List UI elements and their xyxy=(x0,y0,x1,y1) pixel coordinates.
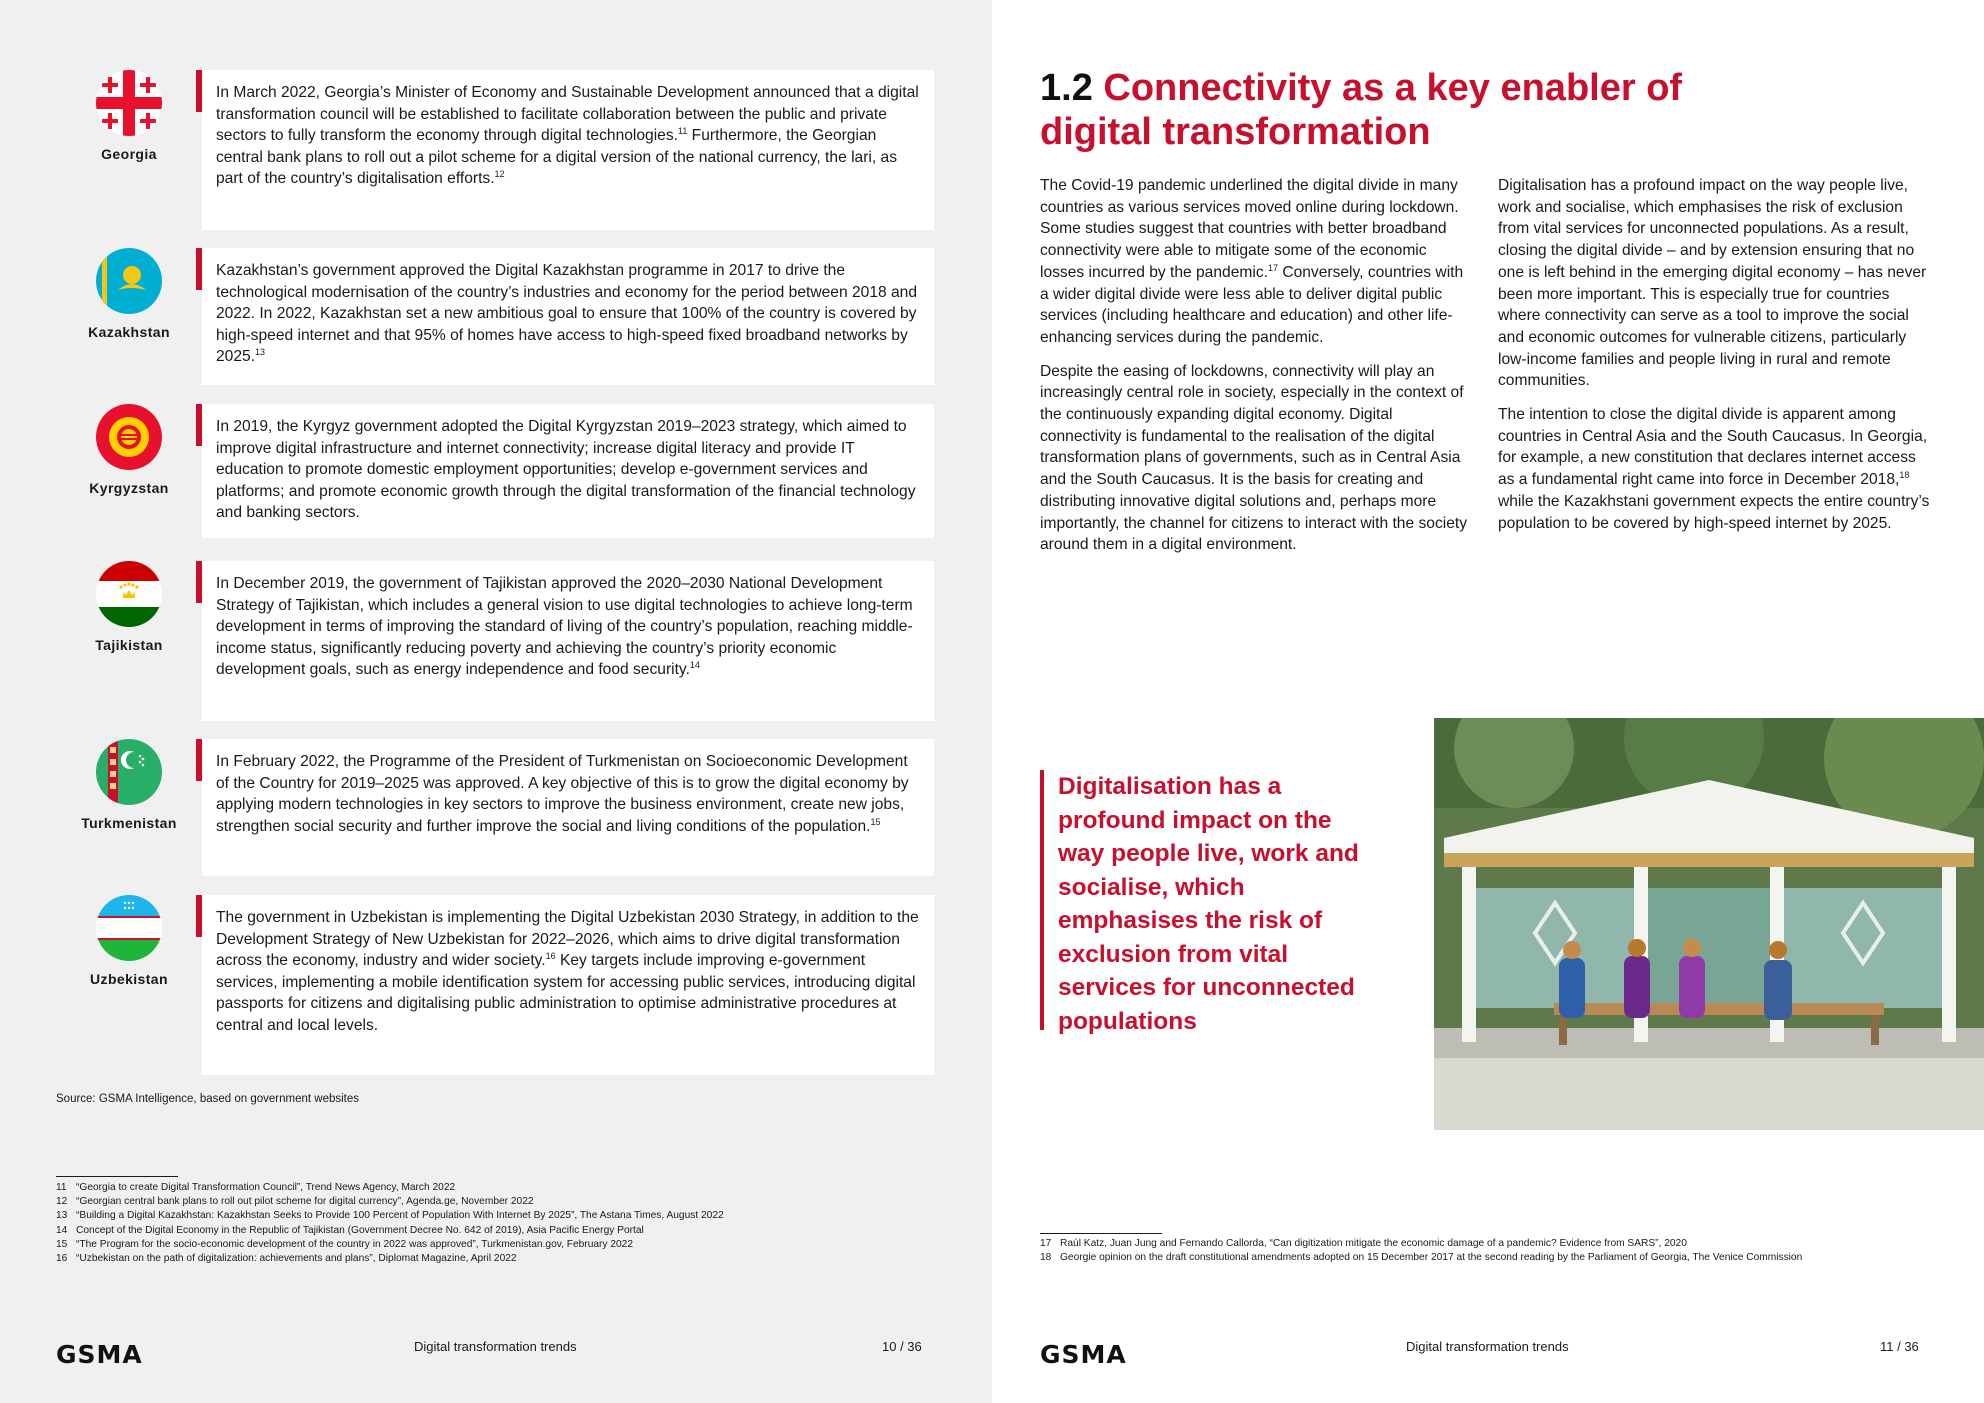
footnotes-right xyxy=(1040,1237,1802,1265)
country-card xyxy=(202,70,934,230)
country-name: Turkmenistan xyxy=(81,815,177,831)
footnote-ref[interactable]: 11 xyxy=(678,126,688,136)
accent-bar xyxy=(196,895,202,937)
footnote: 12 “Georgian central bank plans to roll out pilot scheme for digital currency”, Agenda.ge, November 2022 xyxy=(56,1196,534,1208)
source-note: Source: GSMA Intelligence, based on government websites xyxy=(56,1093,360,1105)
footnote-ref[interactable]: 16 xyxy=(545,951,556,961)
gsma-logo[interactable]: GSMA xyxy=(56,1340,143,1369)
country-name: Uzbekistan xyxy=(90,971,168,987)
country-name: Kyrgyzstan xyxy=(89,480,169,496)
country-description: In 2019, the Kyrgyz government adopted the Digital Kyrgyzstan 2019–2023 strategy, which aimed to improve digital infrastructure and internet connectivity; increase digital literacy and provide IT education to promote domestic employment opportunities; develop e-government services and platforms; and promote economic growth through the digital transformation of the financial technology and banking sectors. xyxy=(216,418,916,522)
pull-quote xyxy=(1040,770,1380,1038)
footnote: 18 Georgie opinion on the draft constitutional amendments adopted on 15 December 2017 at the second reading by the Parliament of Georgia, The Venice Commission xyxy=(1040,1252,1803,1264)
country-name: Tajikistan xyxy=(95,637,163,653)
country-card xyxy=(202,895,934,1075)
footer-title: Digital transformation trends xyxy=(414,1339,577,1354)
footnote-ref[interactable]: 15 xyxy=(870,816,881,827)
section-title xyxy=(1040,66,1800,154)
footnote: 17 Raúl Katz, Juan Jung and Fernando Callorda, “Can digitization mitigate the economic damage of a pandemic? Evidence from SARS”, 2020 xyxy=(1040,1238,1687,1249)
country-label-column xyxy=(56,248,202,340)
pull-quote-text: Digitalisation has a profound impact on the way people live, work and socialise, which emphasises the risk of exclusion from vital services for unconnected populations xyxy=(1058,773,1359,1035)
page-number: 10 / 36 xyxy=(882,1339,922,1354)
paragraph: The Covid-19 pandemic underlined the digital divide in many countries as various services moved online during lockdown. Some studies suggest that countries with better broadband connectivity were able to mitigate some of the economic losses incurred by the pandemic.$^{17}$ Conversely, countries with a wider digital divide were less able to deliver digital public services (including healthcare and education) and other life-enhancing services during the pandemic. xyxy=(1040,177,1464,346)
accent-bar xyxy=(196,561,202,603)
country-card xyxy=(202,739,934,876)
tajikistan-flag-icon xyxy=(96,561,162,627)
page-number: 11 / 36 xyxy=(1880,1339,1919,1354)
body-column-left xyxy=(1040,175,1472,568)
country-card xyxy=(202,248,934,385)
paragraph: Despite the easing of lockdowns, connectivity will play an increasingly central role in society, especially in the context of the continuously expanding digital economy. Digital connectivity is fundamental to the realisation of the digital transformation plans of governments, such as in Central Asia and the South Caucasus. It is the basis for creating and distributing innovative digital solutions and, perhaps more importantly, the channel for citizens to interact with the society around them in a digital environment. xyxy=(1040,362,1468,554)
country-description: Kazakhstan’s government approved the Digital Kazakhstan programme in 2017 to drive the technological modernisation of the country’s industries and economy for the period between 2018 and 2022. In 2022, Kazakhstan set a new ambitious goal to ensure that 100% of the country is covered by high-speed internet and that 95% of homes have access to high-speed fixed broadband networks by 2025.13 xyxy=(216,262,918,366)
turkmenistan-flag-icon xyxy=(96,739,162,805)
country-description: The government in Uzbekistan is implementing the Digital Uzbekistan 2030 Strategy, in addition to the Development Strategy of New Uzbekistan for 2022–2026, which aims to drive digital transformation across the economy, industry and wider society.$^{16}$ Key targets include improving e-government services, implementing a mobile identification system for accessing public services, introducing digital passports for citizens and digitalising public administration to optimise administrative procedures at central and local levels. xyxy=(216,909,919,1034)
kyrgyzstan-flag-icon xyxy=(96,404,162,470)
footnotes-left xyxy=(56,1181,724,1266)
country-name: Georgia xyxy=(101,146,157,162)
footnote-divider xyxy=(1040,1233,1162,1234)
georgia-flag-icon xyxy=(96,70,162,136)
accent-bar xyxy=(196,70,202,112)
footnote: 16 “Uzbekistan on the path of digitalization: achievements and plans”, Diplomat Magazine, April 2022 xyxy=(56,1253,517,1265)
country-card xyxy=(202,561,934,721)
footer-title: Digital transformation trends xyxy=(1406,1339,1569,1354)
bus-stop-photo xyxy=(1434,718,1984,1130)
kazakhstan-flag-icon xyxy=(96,248,162,314)
footnote-ref[interactable]: 13 xyxy=(255,347,266,358)
footnote-ref[interactable]: 14 xyxy=(689,660,700,671)
footnote: 13 “Building a Digital Kazakhstan: Kazakhstan Seeks to Provide 100 Percent of Population With Internet By 2025”, The Astana Times, August 2022 xyxy=(56,1210,724,1222)
footnote-ref[interactable]: 12 xyxy=(494,169,505,180)
footnote: 14 Concept of the Digital Economy in the Republic of Tajikistan (Government Decree No. 642 of 2019), Asia Pacific Energy Portal xyxy=(56,1224,644,1236)
section-heading: Connectivity as a key enabler of digital transformation xyxy=(1040,67,1683,153)
footnote-ref[interactable]: 17 xyxy=(1267,262,1278,273)
country-description: In March 2022, Georgia’s Minister of Economy and Sustainable Development announced that a digital transformation council will be established to facilitate collaboration between the public and private sectors to fully transform the economy through digital technologies.$^{11}$ Furthermore, the Georgian central bank plans to roll out a pilot scheme for a digital version of the national currency, the lari, as part of the country’s digitalisation efforts.$^{12}$ xyxy=(216,84,919,188)
footnote-divider xyxy=(56,1176,178,1177)
quote-accent-bar xyxy=(1040,770,1044,1030)
country-description: In December 2019, the government of Tajikistan approved the 2020–2030 National Development Strategy of Tajikistan, which includes a general vision to use digital technologies to achieve long-term development in terms of improving the standard of living of the country’s population, reaching middle-income status, significantly reducing poverty and achieving the country’s priority economic development goals, such as energy independence and food security.$^{14}$ xyxy=(216,575,913,679)
country-label-column xyxy=(56,739,202,831)
accent-bar xyxy=(196,248,202,290)
uzbekistan-flag-icon xyxy=(96,895,162,961)
country-label-column xyxy=(56,70,202,162)
country-card xyxy=(202,404,934,538)
footnote-ref[interactable]: 18 xyxy=(1899,469,1910,480)
paragraph: The intention to close the digital divide is apparent among countries in Central Asia and the South Caucasus. In Georgia, for example, a new constitution that declares internet access as a fundamental right came into force in December 2018,18 while the Kazakhstani government expects the entire country’s population to be covered by high-speed internet by 2025. xyxy=(1498,406,1930,532)
footnote: 15 “The Program for the socio-economic development of the country in 2022 was approved”, Turkmenistan.gov, February 2022 xyxy=(56,1238,634,1250)
accent-bar xyxy=(196,404,202,446)
country-description: In February 2022, the Programme of the President of Turkmenistan on Socioeconomic Development of the Country for 2019–2025 was approved. A key objective of this is to grow the digital economy by applying modern technologies in key sectors to improve the business environment, create new jobs, strengthen social security and further improve the social and living conditions of the population.$^{15}$ xyxy=(216,753,909,835)
country-name: Kazakhstan xyxy=(88,324,170,340)
accent-bar xyxy=(196,739,202,781)
country-label-column xyxy=(56,895,202,987)
section-number: 1.2 xyxy=(1040,67,1093,109)
footnote: 11 “Georgia to create Digital Transformation Council”, Trend News Agency, March 2022 xyxy=(56,1182,456,1193)
gsma-logo[interactable]: GSMA xyxy=(1040,1340,1127,1369)
country-label-column xyxy=(56,561,202,653)
paragraph: Digitalisation has a profound impact on the way people live, work and socialise, which emphasises the risk of exclusion from vital services for unconnected populations. As a result, closing the digital divide – and by extension ensuring that no one is left behind in the emerging digital economy – has never been more important. This is especially true for countries where connectivity can serve as a tool to improve the social and economic outcomes for vulnerable citizens, particularly low-income families and people living in rural and remote communities. xyxy=(1498,177,1927,390)
right-page xyxy=(992,0,1984,1403)
country-label-column xyxy=(56,404,202,496)
body-column-right xyxy=(1498,175,1930,546)
